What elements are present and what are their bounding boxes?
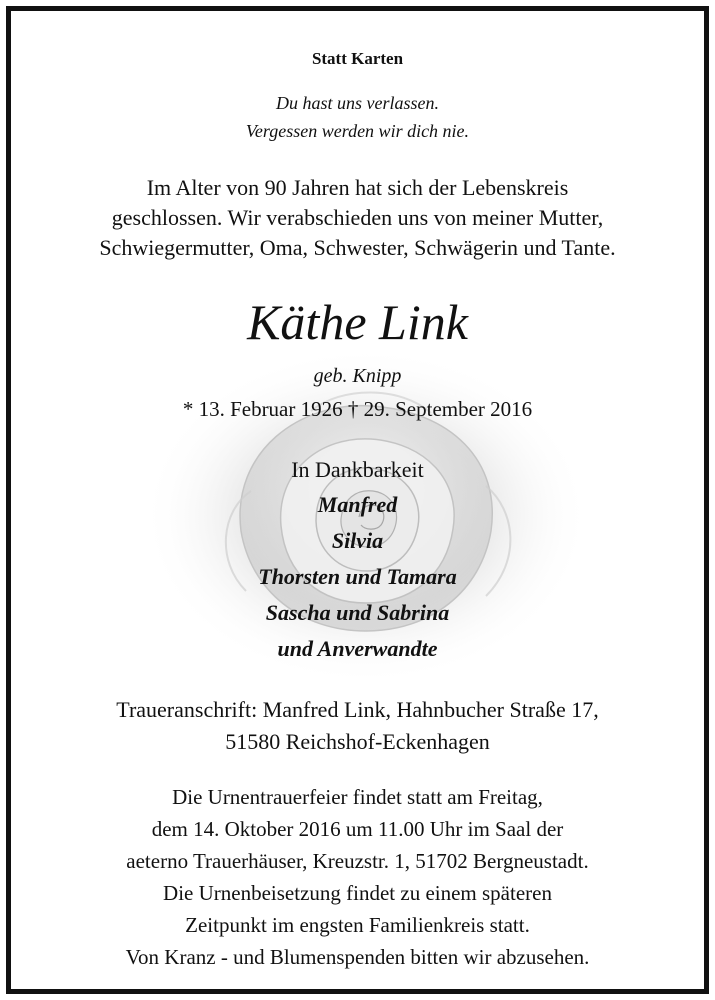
life-dates: * 13. Februar 1926 † 29. September 2016	[182, 397, 533, 421]
ceremony-detail: Die Urnenbeisetzung findet zu einem späteren	[163, 881, 552, 905]
mourners-intro: In Dankbarkeit	[291, 457, 424, 482]
verse-line: Du hast uns verlassen.	[276, 93, 439, 113]
intro-line: Im Alter von 90 Jahren hat sich der Lebenskreis	[146, 175, 569, 200]
maiden-name: geb. Knipp	[313, 365, 402, 387]
obituary-card	[6, 6, 709, 994]
mourner-name: Thorsten und Tamara	[258, 564, 457, 589]
mourner-name: Sascha und Sabrina	[265, 600, 450, 625]
ceremony-detail: aeterno Trauerhäuser, Kreuzstr. 1, 51702 Bergneustadt.	[126, 849, 589, 873]
mourning-address-city: 51580 Reichshof-Eckenhagen	[225, 729, 490, 754]
intro-line: geschlossen. Wir verabschieden uns von meiner Mutter,	[111, 205, 604, 230]
intro-line: Schwiegermutter, Oma, Schwester, Schwägerin und Tante.	[99, 235, 616, 260]
ceremony-detail: Von Kranz - und Blumenspenden bitten wir abzusehen.	[125, 945, 590, 969]
mourner-name: Manfred	[317, 492, 398, 517]
ceremony-detail: Zeitpunkt im engsten Familienkreis statt.	[185, 913, 530, 937]
header-statt-karten: Statt Karten	[311, 49, 404, 68]
ceremony-detail: Die Urnentrauerfeier findet statt am Freitag,	[172, 785, 543, 809]
deceased-name: Käthe Link	[247, 294, 468, 350]
verse-line: Vergessen werden wir dich nie.	[245, 121, 470, 141]
mourning-address: Traueranschrift: Manfred Link, Hahnbucher Straße 17,	[116, 697, 599, 722]
mourner-name: und Anverwandte	[277, 636, 438, 661]
ceremony-detail: dem 14. Oktober 2016 um 11.00 Uhr im Saal der	[151, 817, 564, 841]
mourner-name: Silvia	[331, 528, 384, 553]
